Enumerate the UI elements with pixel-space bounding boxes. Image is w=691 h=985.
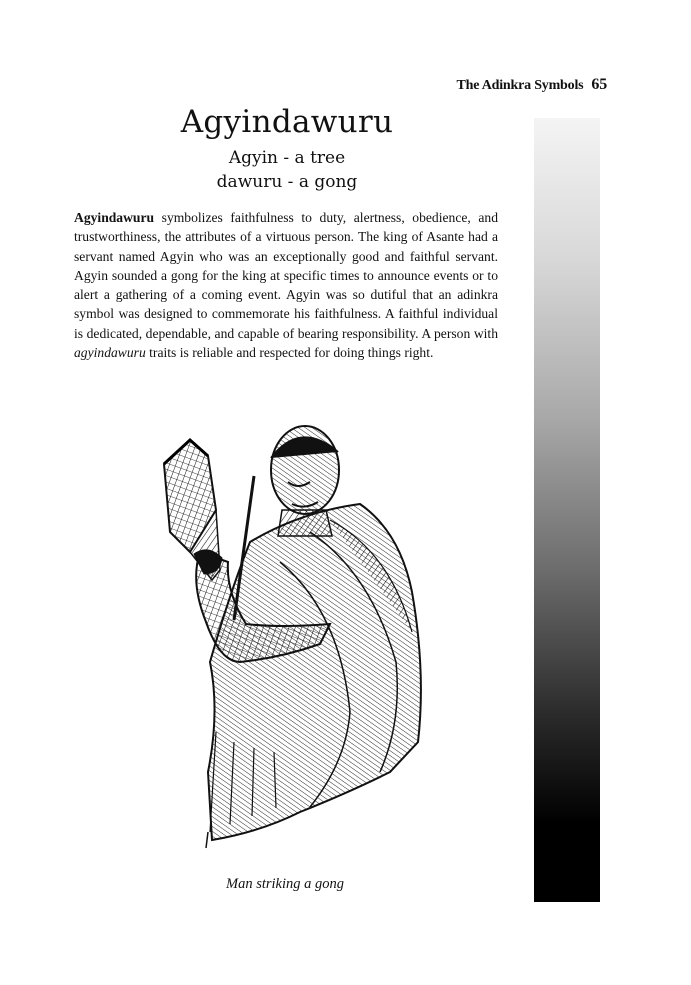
page-title: Agyindawuru — [180, 104, 394, 140]
paragraph-part-1: symbolizes faithfulness to duty, alertness, obedience, and trustworthiness, the attributes of a virtuous person. The king of Asante had a servant named Agyin who was an exceptionally good and faithful servant. Agyin sounded a gong for the king at specific times to announce events or to alert a gathering of a coming event. Agyin was so dutiful that an adinkra symbol was designed to commemorate his faithfulness. A faithful individual is dedicated, dependable, and capable of bearing responsibility. A person with — [74, 210, 498, 341]
man-striking-gong-icon — [150, 412, 440, 850]
running-title: The Adinkra Symbols — [456, 78, 584, 93]
gradient-side-bar — [534, 118, 600, 902]
subtitle-dawuru: dawuru - a gong — [216, 172, 358, 192]
running-header — [456, 76, 607, 94]
body-paragraph — [74, 208, 498, 362]
italic-term: agyindawuru — [74, 345, 146, 361]
paragraph-part-2: traits is reliable and respected for doing things right. — [145, 345, 434, 361]
lead-term: Agyindawuru — [74, 210, 155, 225]
illustration-caption: Man striking a gong — [225, 876, 344, 892]
subtitle-agyin: Agyin - a tree — [228, 148, 346, 168]
page-number: 65 — [591, 76, 607, 93]
